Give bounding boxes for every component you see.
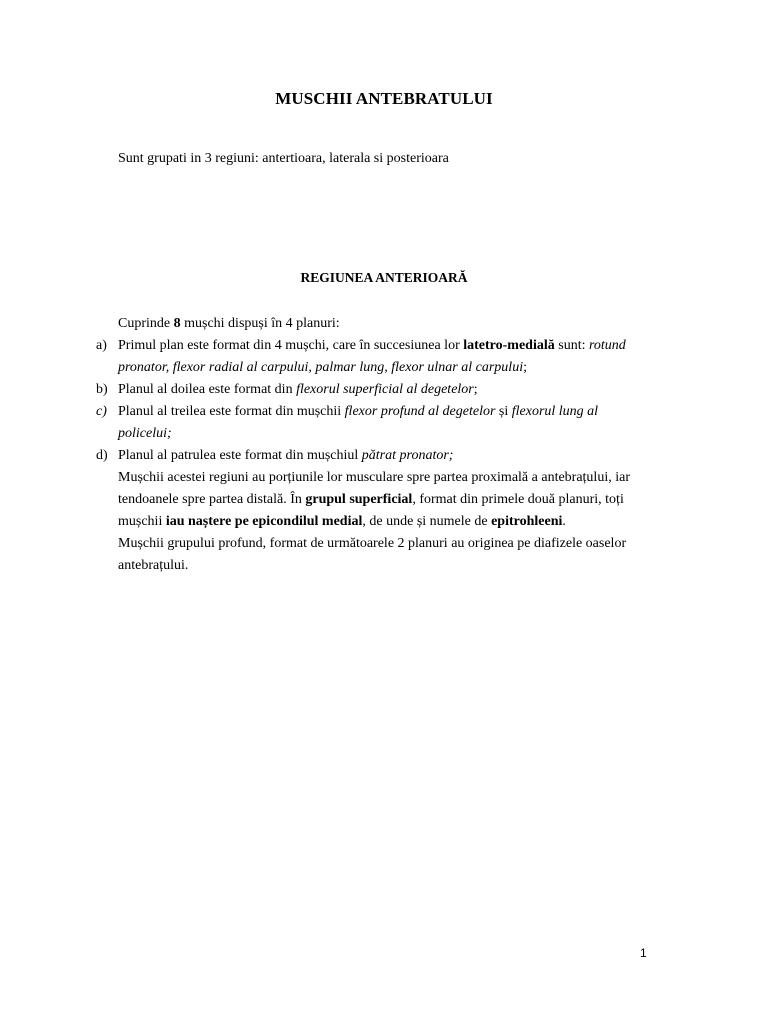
p1-l2-bold: grupul superficial bbox=[305, 492, 413, 507]
list-marker: b) bbox=[96, 382, 108, 397]
item-a-italic-cont: pronator, flexor radial al carpului, palmar lung, flexor ulnar al carpului bbox=[118, 360, 524, 375]
item-c-and: și bbox=[495, 404, 512, 419]
paragraph-2-line-2 bbox=[0, 555, 768, 577]
item-a-italic: rotund bbox=[588, 338, 626, 353]
p1-l3-mid: , de unde și numele de bbox=[362, 514, 492, 529]
item-b-suffix: ; bbox=[473, 382, 478, 397]
intro-text: Sunt grupati in 3 regiuni: antertioara, laterala si posterioara bbox=[118, 151, 449, 166]
item-c-italic2: flexorul lung al bbox=[511, 404, 599, 419]
list-item-a bbox=[0, 335, 768, 357]
lead-text bbox=[118, 313, 340, 335]
section-body bbox=[0, 313, 768, 577]
list-item-a-cont bbox=[0, 357, 768, 379]
p1-l2-suffix: , format din primele două planuri, toți bbox=[412, 492, 624, 507]
list-item-text bbox=[118, 335, 626, 357]
item-c-prefix: Planul al treilea este format din mușchii bbox=[118, 404, 345, 419]
item-b-prefix: Planul al doilea este format din bbox=[118, 382, 297, 397]
list-marker: d) bbox=[96, 448, 108, 463]
paragraph-text bbox=[118, 489, 624, 511]
p1-l3-prefix: mușchii bbox=[118, 514, 166, 529]
paragraph-1-line-2 bbox=[0, 489, 768, 511]
p1-l3-suffix: . bbox=[562, 514, 566, 529]
item-a-mid: sunt: bbox=[554, 338, 589, 353]
paragraph-1-line-3 bbox=[0, 511, 768, 533]
paragraph-text: antebrațului. bbox=[118, 558, 189, 573]
list-marker: c) bbox=[96, 404, 107, 419]
paragraph-1-line-1 bbox=[0, 467, 768, 489]
item-a-bold: latetro-medială bbox=[463, 338, 555, 353]
list-item-c-cont bbox=[0, 423, 768, 445]
lead-count: 8 bbox=[173, 316, 181, 331]
lead-suffix: mușchi dispuși în 4 planuri: bbox=[180, 316, 340, 331]
paragraph-text: Mușchii grupului profund, format de următoarele 2 planuri au originea pe diafizele oaselor bbox=[118, 536, 627, 551]
paragraph-text: Mușchii acestei regiuni au porțiunile lor musculare spre partea proximală a antebrațului, iar bbox=[118, 470, 630, 485]
page-number: 1 bbox=[640, 946, 647, 960]
paragraph-2-line-1 bbox=[0, 533, 768, 555]
item-b-italic: flexorul superficial al degetelor bbox=[296, 382, 474, 397]
item-d-prefix: Planul al patrulea este format din mușchiul bbox=[118, 448, 362, 463]
item-a-prefix: Primul plan este format din 4 mușchi, care în succesiunea lor bbox=[118, 338, 464, 353]
lead-prefix: Cuprinde bbox=[118, 316, 174, 331]
list-item-b bbox=[0, 379, 768, 401]
item-d-italic: pătrat pronator; bbox=[361, 448, 454, 463]
list-item-text: policelui; bbox=[118, 426, 172, 441]
list-item-text bbox=[118, 357, 527, 379]
list-item-text bbox=[118, 445, 453, 467]
list-item-text bbox=[118, 401, 598, 423]
paragraph-text bbox=[118, 511, 566, 533]
list-item-d bbox=[0, 445, 768, 467]
item-c-italic1: flexor profund al degetelor bbox=[344, 404, 496, 419]
list-marker: a) bbox=[96, 338, 107, 353]
lead-line bbox=[0, 313, 768, 335]
list-item-text bbox=[118, 379, 478, 401]
document-title: MUSCHII ANTEBRATULUI bbox=[275, 89, 493, 108]
list-item-c bbox=[0, 401, 768, 423]
p1-l2-prefix: tendoanele spre partea distală. În bbox=[118, 492, 306, 507]
p1-l3-bold: iau naștere pe epicondilul medial bbox=[165, 514, 363, 529]
p1-l3-bold2: epitrohleeni bbox=[491, 514, 563, 529]
item-a-suffix: ; bbox=[523, 360, 527, 375]
section-heading: REGIUNEA ANTERIOARĂ bbox=[300, 270, 468, 285]
